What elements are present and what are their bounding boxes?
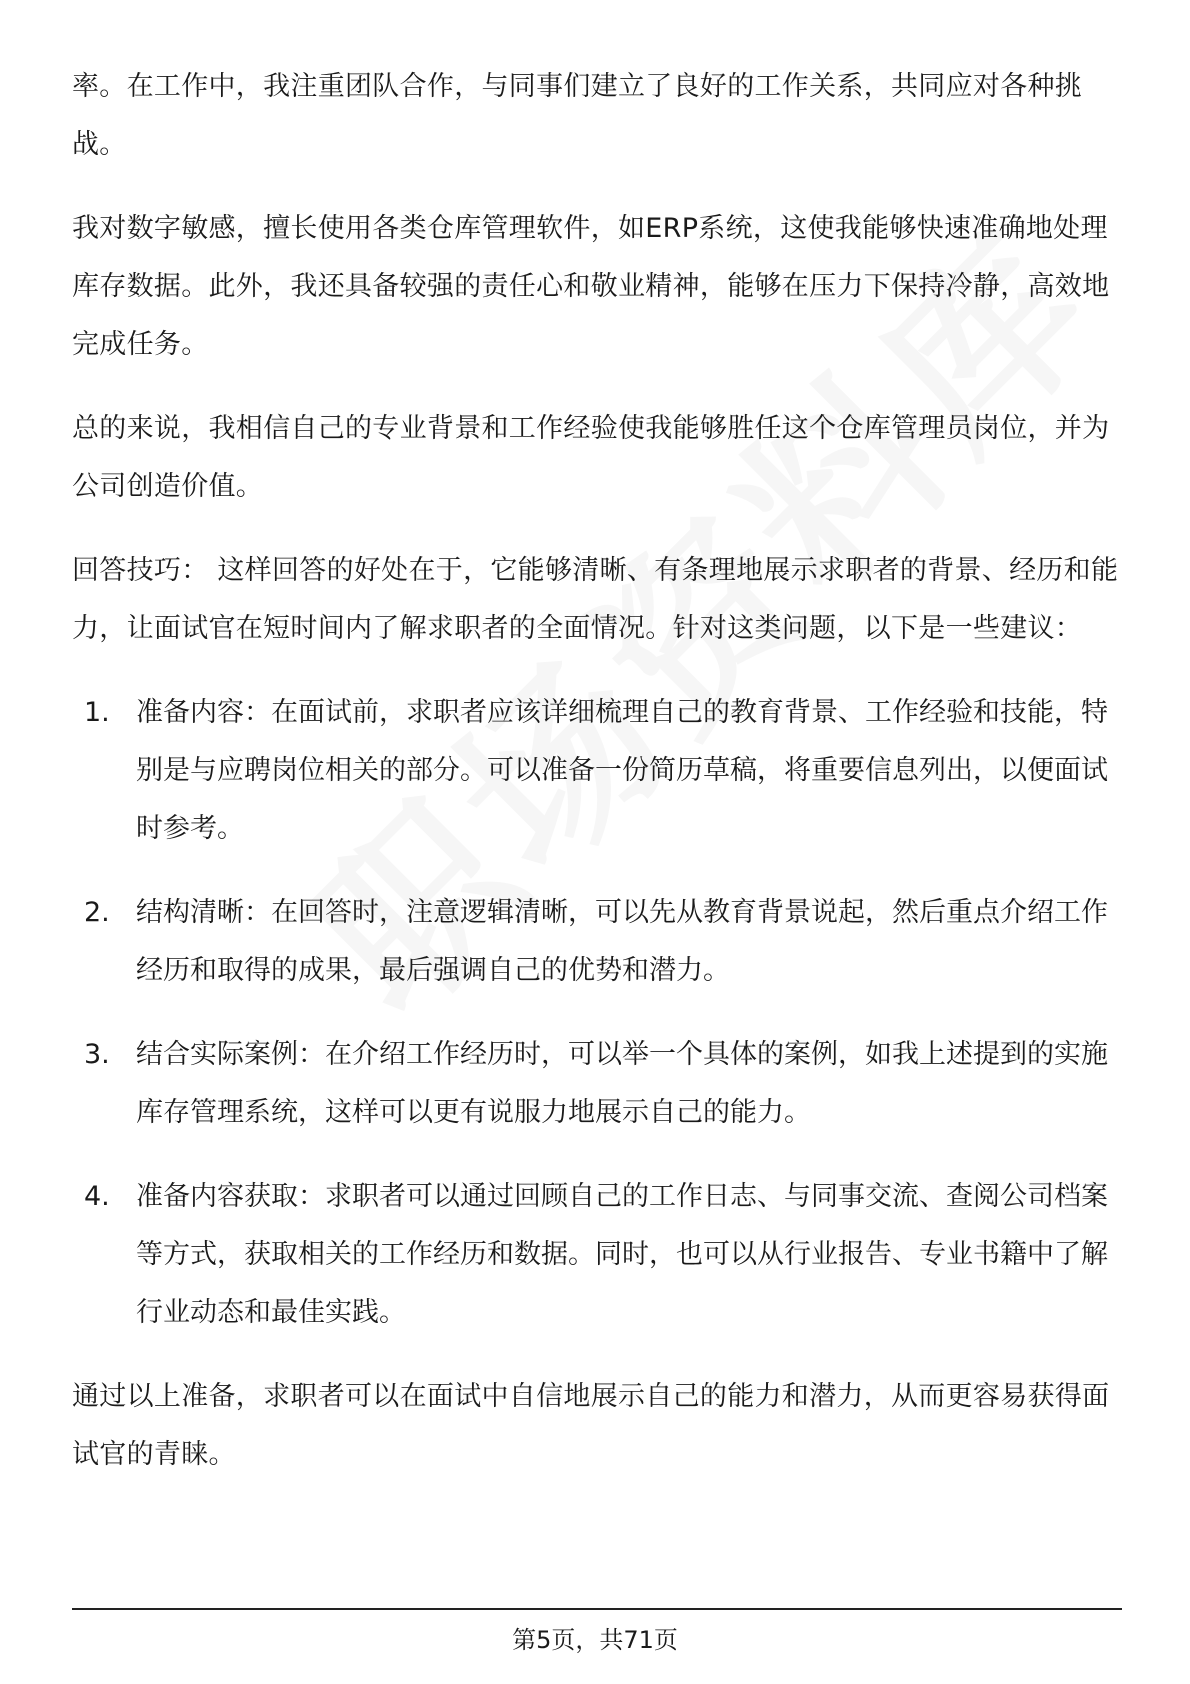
list-item-text: 结合实际案例：在介绍工作经历时，可以举一个具体的案例，如我上述提到的实施库存管理系统，这样可以更有说服力地展示自己的能力。 (136, 1039, 1108, 1128)
paragraph-teamwork: 率。在工作中，我注重团队合作，与同事们建立了良好的工作关系，共同应对各种挑战。 (72, 71, 1083, 160)
paragraph-answer-tips: 回答技巧： 这样回答的好处在于，它能够清晰、有条理地展示求职者的背景、经历和能力，让面试官在短时间内了解求职者的全面情况。针对这类问题，以下是一些建议： (72, 555, 1119, 644)
list-item-number: 2. (84, 897, 110, 928)
list-item-text: 结构清晰：在回答时，注意逻辑清晰，可以先从教育背景说起，然后重点介绍工作经历和取得的成果，最后强调自己的优势和潜力。 (136, 897, 1108, 986)
paragraph-summary: 总的来说，我相信自己的专业背景和工作经验使我能够胜任这个仓库管理员岗位，并为公司创造价值。 (72, 413, 1110, 502)
list-item-number: 1. (84, 697, 110, 728)
paragraph-skills: 我对数字敏感，擅长使用各类仓库管理软件，如ERP系统，这使我能够快速准确地处理库存数据。此外，我还具备较强的责任心和敬业精神，能够在压力下保持冷静，高效地完成任务。 (72, 213, 1110, 360)
paragraph-conclusion: 通过以上准备，求职者可以在面试中自信地展示自己的能力和潜力，从而更容易获得面试官的青睐。 (72, 1381, 1110, 1470)
list-item (72, 884, 1122, 1000)
document-body (72, 58, 1122, 1510)
list-item (72, 684, 1122, 858)
list-item (72, 1168, 1122, 1342)
list-item-number: 4. (84, 1181, 110, 1212)
list-item-text: 准备内容：在面试前，求职者应该详细梳理自己的教育背景、工作经验和技能，特别是与应聘岗位相关的部分。可以准备一份简历草稿，将重要信息列出，以便面试时参考。 (136, 697, 1108, 844)
list-item-text: 准备内容获取：求职者可以通过回顾自己的工作日志、与同事交流、查阅公司档案等方式，获取相关的工作经历和数据。同时，也可以从行业报告、专业书籍中了解行业动态和最佳实践。 (136, 1181, 1108, 1328)
list-item-number: 3. (84, 1039, 110, 1070)
suggestion-list (72, 684, 1122, 1342)
list-item (72, 1026, 1122, 1142)
page-number: 第5页，共71页 (512, 1626, 678, 1654)
footer-divider (72, 1608, 1122, 1610)
